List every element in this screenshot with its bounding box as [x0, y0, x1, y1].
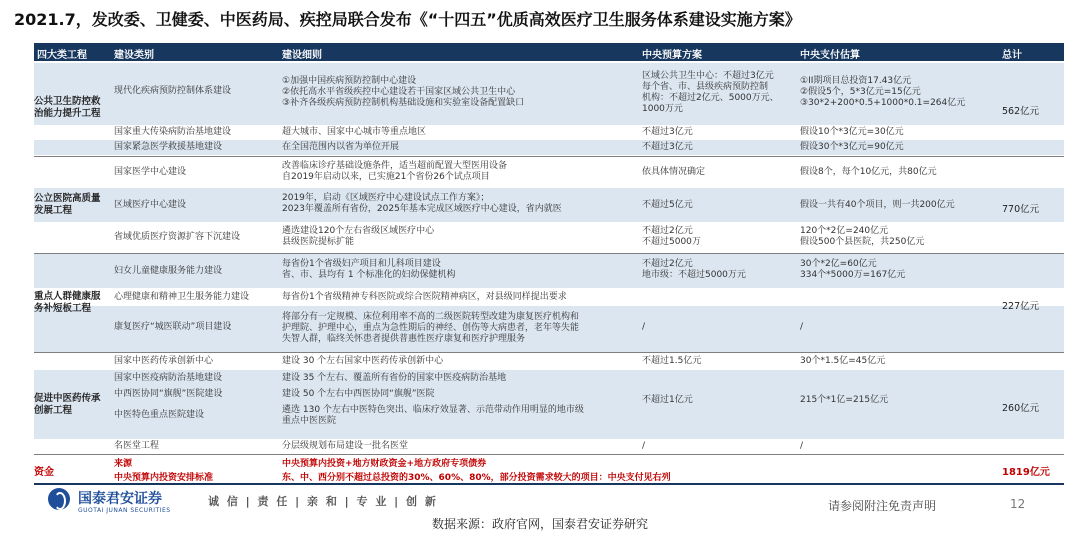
row-budget: 不超过3亿元 — [642, 127, 693, 137]
row-estimate: 30个*2亿=60亿元 334个*5000万=167亿元 — [800, 259, 906, 280]
row-type: 中西医协同“旗舰”医院建设 — [114, 389, 223, 399]
row-detail: 遴选建设120个左右省级区域医疗中心 县级医院提标扩能 — [282, 226, 435, 247]
row-detail: 改善临床诊疗基础设施条件，适当超前配置大型医用设备 自2019年启动以来，已实施21个省份26个试点项目 — [282, 161, 508, 182]
company-logo-icon — [48, 488, 70, 510]
table-row — [34, 140, 1064, 155]
row-detail: 建设 50 个左右中西医协同“旗舰”医院 — [282, 389, 435, 399]
row-estimate: ①II期项目总投资17.43亿元 ②假设5个，5*3亿元=15亿元 ③30*2+200*0.5+1000*0.1=264亿元 — [800, 76, 966, 108]
row-detail: 超大城市、国家中心城市等重点地区 — [282, 127, 427, 137]
row-type: 国家重大传染病防治基地建设 — [114, 127, 232, 137]
funding-standard-text: 东、中、西分别不超过总投资的30%、60%、80%，部分投资需求较大的项目：中央支付见右列 — [282, 473, 671, 483]
funding-source-label: 来源 — [114, 459, 133, 469]
row-budget: 区域公共卫生中心：不超过3亿元 每个省、市、县级疾病预防控制 机构：不超过2亿元、5000万元、 1000万元 — [642, 71, 779, 114]
funding-source-text: 中央预算内投资+地方财政资金+地方政府专项债券 — [282, 459, 487, 469]
row-detail: 分层级规划布局建设一批名医堂 — [282, 441, 409, 451]
row-detail: 2019年，启动《区域医疗中心建设试点工作方案》； 2023年覆盖所有省份，2025年基本完成区域医疗中心建设，省内就医 — [282, 193, 562, 214]
category-total: 562亿元 — [1002, 106, 1040, 117]
row-type: 省域优质医疗资源扩容下沉建设 — [114, 232, 241, 242]
table-row — [34, 157, 1064, 188]
row-estimate: 120个*2亿=240亿元 假设500个县医院，共250亿元 — [800, 226, 925, 247]
header-type: 建设类别 — [114, 50, 154, 61]
row-detail: 遴选 130 个左右中医特色突出、临床疗效显著、示范带动作用明显的地市级 重点中医医院 — [282, 405, 584, 426]
row-type: 区域医疗中心建设 — [114, 200, 187, 210]
row-estimate: / — [800, 441, 804, 451]
table-row — [34, 222, 1064, 253]
brand-name: 国泰君安证券 — [78, 491, 162, 507]
row-detail: 在全国范围内以省为单位开展 — [282, 142, 400, 152]
category-label: 公立医院高质量 发展工程 — [34, 193, 101, 216]
row-estimate: 假设8个，每个10亿元，共80亿元 — [800, 167, 937, 177]
table-row — [34, 125, 1064, 140]
row-detail: 每省份1个省级妇产项目和儿科项目建设 省、市、县均有 1 个标准化的妇幼保健机构 — [282, 259, 456, 280]
table-row — [34, 254, 1064, 288]
table-row — [34, 288, 1064, 306]
row-budget: 不超过3亿元 — [642, 142, 693, 152]
disclaimer: 请参阅附注免责声明 — [828, 499, 937, 513]
page-title: 2021.7，发改委、卫健委、中医药局、疾控局联合发布《“十四五”优质高效医疗卫生服务体系建设实施方案》 — [14, 10, 801, 29]
funding-label: 资金 — [34, 467, 54, 478]
row-type: 国家中医疫病防治基地建设 — [114, 373, 223, 383]
row-type: 心理健康和精神卫生服务能力建设 — [114, 292, 250, 302]
header-detail: 建设细则 — [282, 50, 322, 61]
category-label: 公共卫生防控救 治能力提升工程 — [34, 96, 101, 119]
row-type: 中医特色重点医院建设 — [114, 410, 205, 420]
category-total: 770亿元 — [1002, 204, 1040, 215]
table-row — [34, 188, 1064, 222]
category-total: 227亿元 — [1002, 301, 1040, 312]
row-budget: / — [642, 441, 646, 451]
category-label: 重点人群健康服 务补短板工程 — [34, 291, 101, 314]
slogan: 诚 信 | 责 任 | 亲 和 | 专 业 | 创 新 — [208, 495, 438, 508]
data-source: 数据来源：政府官网，国泰君安证券研究 — [431, 517, 648, 531]
row-budget: 不超过2亿元 不超过5000万 — [642, 226, 701, 247]
header-budget: 中央预算方案 — [642, 50, 702, 61]
header-category: 四大类工程 — [37, 50, 87, 61]
category-total: 260亿元 — [1002, 403, 1040, 414]
table-row — [34, 370, 1064, 439]
row-detail: 每省份1个省级精神专科医院或综合医院精神病区，对县级同样提出要求 — [282, 292, 567, 302]
table-row — [34, 439, 1064, 454]
row-budget: 不超过5亿元 — [642, 200, 693, 210]
funding-total: 1819亿元 — [1002, 467, 1050, 478]
page-number: 12 — [1010, 497, 1026, 511]
row-estimate: 假设一共有40个项目，则一共200亿元 — [800, 200, 955, 210]
funding-standard-label: 中央预算内投资安排标准 — [114, 473, 214, 483]
row-type: 国家紧急医学救援基地建设 — [114, 142, 223, 152]
row-detail: 建设 35 个左右、覆盖所有省份的国家中医疫病防治基地 — [282, 373, 507, 383]
row-detail: ①加强中国疾病预防控制中心建设 ②依托高水平省级疾控中心建设若干国家区域公共卫生中心 ③补齐各级疾病预防控制机构基础设施和实验室设备配置缺口 — [282, 76, 525, 108]
row-estimate: 假设30个*3亿元=90亿元 — [800, 142, 904, 152]
category-label: 促进中医药传承 创新工程 — [34, 393, 101, 416]
row-estimate: 215个*1亿=215亿元 — [800, 395, 889, 405]
table-row — [34, 353, 1064, 370]
table-header — [34, 43, 1064, 61]
header-estimate: 中央支付估算 — [800, 50, 860, 61]
row-estimate: / — [800, 322, 804, 332]
row-type: 国家中医药传承创新中心 — [114, 356, 214, 366]
row-budget: 不超过1.5亿元 — [642, 356, 702, 366]
table-row — [34, 63, 1064, 125]
row-type: 康复医疗“城医联动”项目建设 — [114, 322, 232, 332]
row-type: 国家医学中心建设 — [114, 167, 187, 177]
row-budget: / — [642, 322, 646, 332]
row-estimate: 假设10个*3亿元=30亿元 — [800, 127, 904, 137]
brand-name-en: GUOTAI JUNAN SECURITIES — [78, 507, 171, 514]
header-total: 总计 — [1002, 50, 1022, 61]
row-detail: 将部分有一定规模、床位利用率不高的二级医院转型改建为康复医疗机构和 护理院、护理中心，重点为急性期后的神经、创伤等大病患者，老年等失能 失智人群，临终关怀患者提供普惠性医疗康复和医疗护理服务 — [282, 312, 580, 344]
funding-row — [34, 455, 1064, 483]
row-type: 妇女儿童健康服务能力建设 — [114, 266, 223, 276]
row-budget: 不超过1亿元 — [642, 395, 693, 405]
row-type: 现代化疾病预防控制体系建设 — [114, 86, 232, 96]
table-row — [34, 306, 1064, 352]
row-budget: 不超过2亿元 地市级：不超过5000万元 — [642, 259, 746, 280]
row-budget: 依具体情况确定 — [642, 167, 706, 177]
row-detail: 建设 30 个左右国家中医药传承创新中心 — [282, 356, 444, 366]
row-estimate: 30个*1.5亿=45亿元 — [800, 356, 886, 366]
row-type: 名医堂工程 — [114, 441, 160, 451]
